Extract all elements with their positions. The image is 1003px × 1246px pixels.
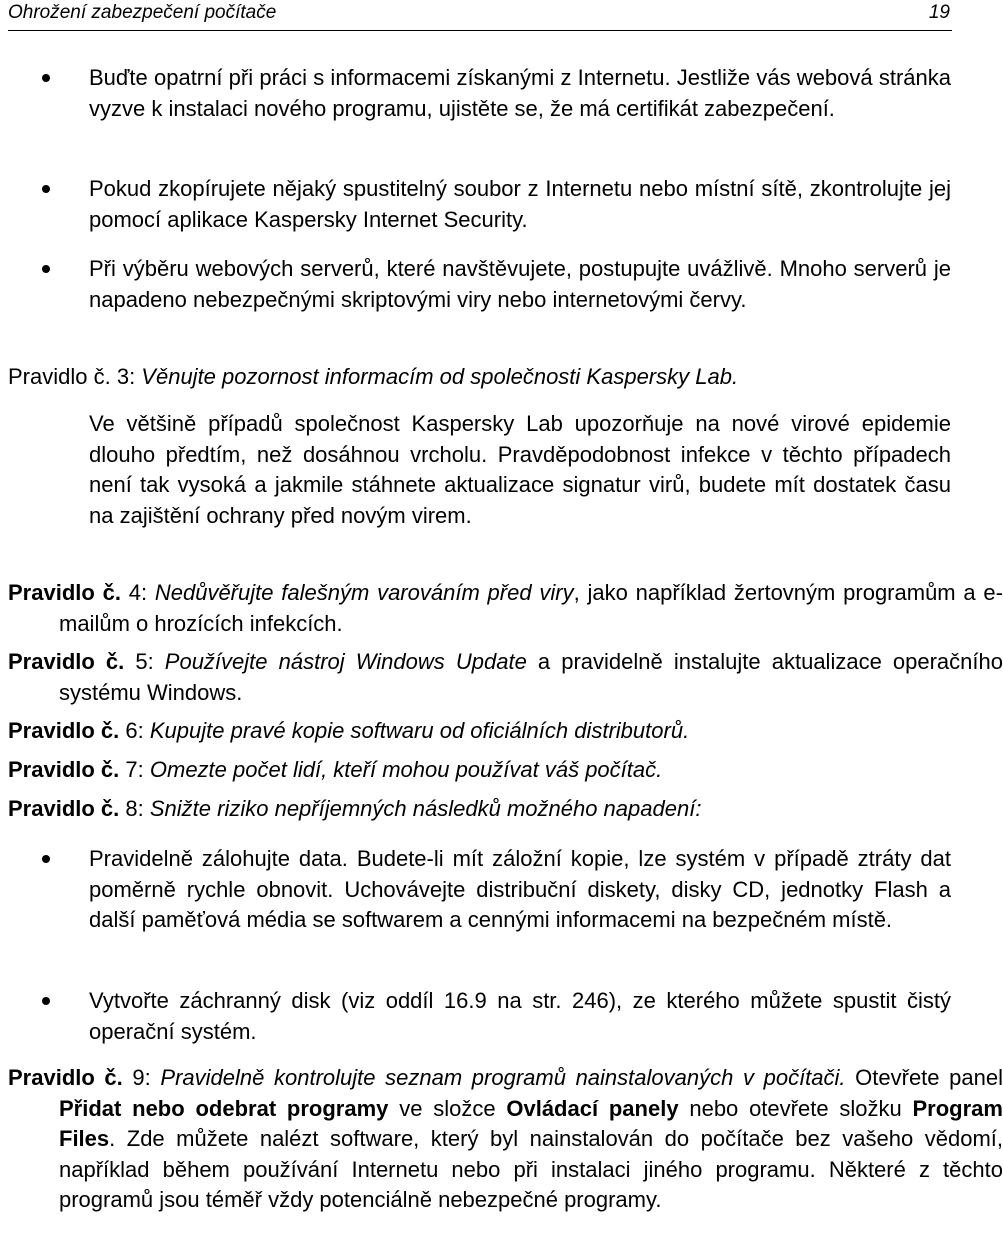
page-number: 19 [928,2,950,23]
rule-title: Kupujte pravé kopie softwaru od oficiálních distributorů. [143,718,690,743]
rule-prefix: Pravidlo č. [8,757,120,782]
rule-colon: : [137,796,144,821]
rule-text: nebo otevřete složku [678,1095,913,1121]
bullet-icon [42,997,50,1005]
bullet-icon [42,185,50,193]
rule-title: Omezte počet lidí, kteří mohou používat váš počítač. [143,757,663,782]
rule-4 [8,578,1003,639]
rule-colon: : [144,1065,151,1090]
rule-number: 7 [119,757,138,782]
rule-bold-term: Ovládací panely [506,1095,679,1121]
bullet-item: Vytvořte záchranný disk (viz oddíl 16.9 na str. 246), ze kterého můžete spustit čistý operační systém. [89,988,951,1044]
bullet-icon [42,74,50,82]
rule-title: Snižte riziko nepříjemných následků možného napadení: [143,796,702,821]
rule-number: 9 [122,1065,145,1090]
rule-3-heading [8,362,952,393]
rule-9 [8,1063,1003,1216]
rule-prefix: Pravidlo č. [8,649,125,674]
rule-bold-term: Program Files [59,1095,1003,1151]
rule-5 [8,647,1003,708]
page-header [8,0,952,31]
rule-colon: : [137,718,144,743]
rule-text: Otevřete panel [845,1065,1003,1090]
rule-title: Pravidelně kontrolujte seznam programů nainstalovaných v počítači. [150,1065,846,1090]
rule-colon: : [140,580,148,605]
rule-3-body: Ve většině případů společnost Kaspersky Lab upozorňuje na nové virové epidemie dlouho předtím, než dosáhnou vrcholu. Pravděpodobnost infekce v těchto případech není tak vysoká a jakmile stáhnete aktualizace signatur virů, budete mít dostatek času na zajištění ochrany před novým virem. [89,411,951,528]
bullet-item: Buďte opatrní při práci s informacemi získanými z Internetu. Jestliže vás webová stránka vyzve k instalaci nového programu, ujistěte se, že má certifikát zabezpečení. [89,65,951,121]
bullet-icon [42,855,50,863]
bullet-item: Pravidelně zálohujte data. Budete-li mít záložní kopie, lze systém v případě ztráty dat poměrně rychle obnovit. Uchovávejte distribuční diskety, disky CD, jednotky Flash a další paměťová média se softwarem a cennými informacemi na bezpečném místě. [89,846,951,932]
rule-title: Nedůvěřujte falešným varováním před viry [147,580,574,605]
rule-text: , jako například žertovným programům a e-mailům o hrozících infekcích. [59,580,1003,636]
rule-8 [8,794,952,825]
bullet-item: Při výběru webových serverů, které navštěvujete, postupujte uvážlivě. Mnoho serverů je napadeno nebezpečnými skriptovými viry nebo internetovými červy. [89,256,951,312]
rule-colon: : [137,757,144,782]
rule-title: Věnujte pozornost informacím od společnosti Kaspersky Lab. [135,364,739,389]
rule-prefix: Pravidlo č. [8,1065,123,1090]
rule-number: 6 [119,718,138,743]
rule-text: a pravidelně instalujte aktualizace operačního systému Windows. [59,649,1003,705]
rule-prefix: Pravidlo č. [8,580,121,605]
bullet-item: Pokud zkopírujete nějaký spustitelný soubor z Internetu nebo místní sítě, zkontrolujte jej pomocí aplikace Kaspersky Internet Security. [89,176,951,232]
rule-number: 5 [124,649,148,674]
rule-bold-term: Přidat nebo odebrat programy [59,1095,389,1121]
rule-title: Používejte nástroj Windows Update [153,649,527,674]
rule-colon: : [147,649,154,674]
rule-text: ve složce [388,1095,507,1121]
rule-6 [8,716,952,747]
rule-prefix: Pravidlo č. [8,718,120,743]
rule-number: 8 [119,796,138,821]
rule-prefix: Pravidlo č. [8,364,111,389]
rule-number: 4 [120,580,141,605]
bullet-icon [42,265,50,273]
rule-number: 3: [110,364,136,389]
rule-7 [8,755,952,786]
rule-prefix: Pravidlo č. [8,796,120,821]
rule-text: . Zde můžete nalézt software, který byl nainstalován do počítače bez vašeho vědomí, například během používání Internetu nebo při instalaci jiného programu. Některé z těchto programů jsou téměř vždy potenciálně nebezpečné programy. [59,1126,1003,1212]
header-title: Ohrožení zabezpečení počítače [8,2,277,23]
